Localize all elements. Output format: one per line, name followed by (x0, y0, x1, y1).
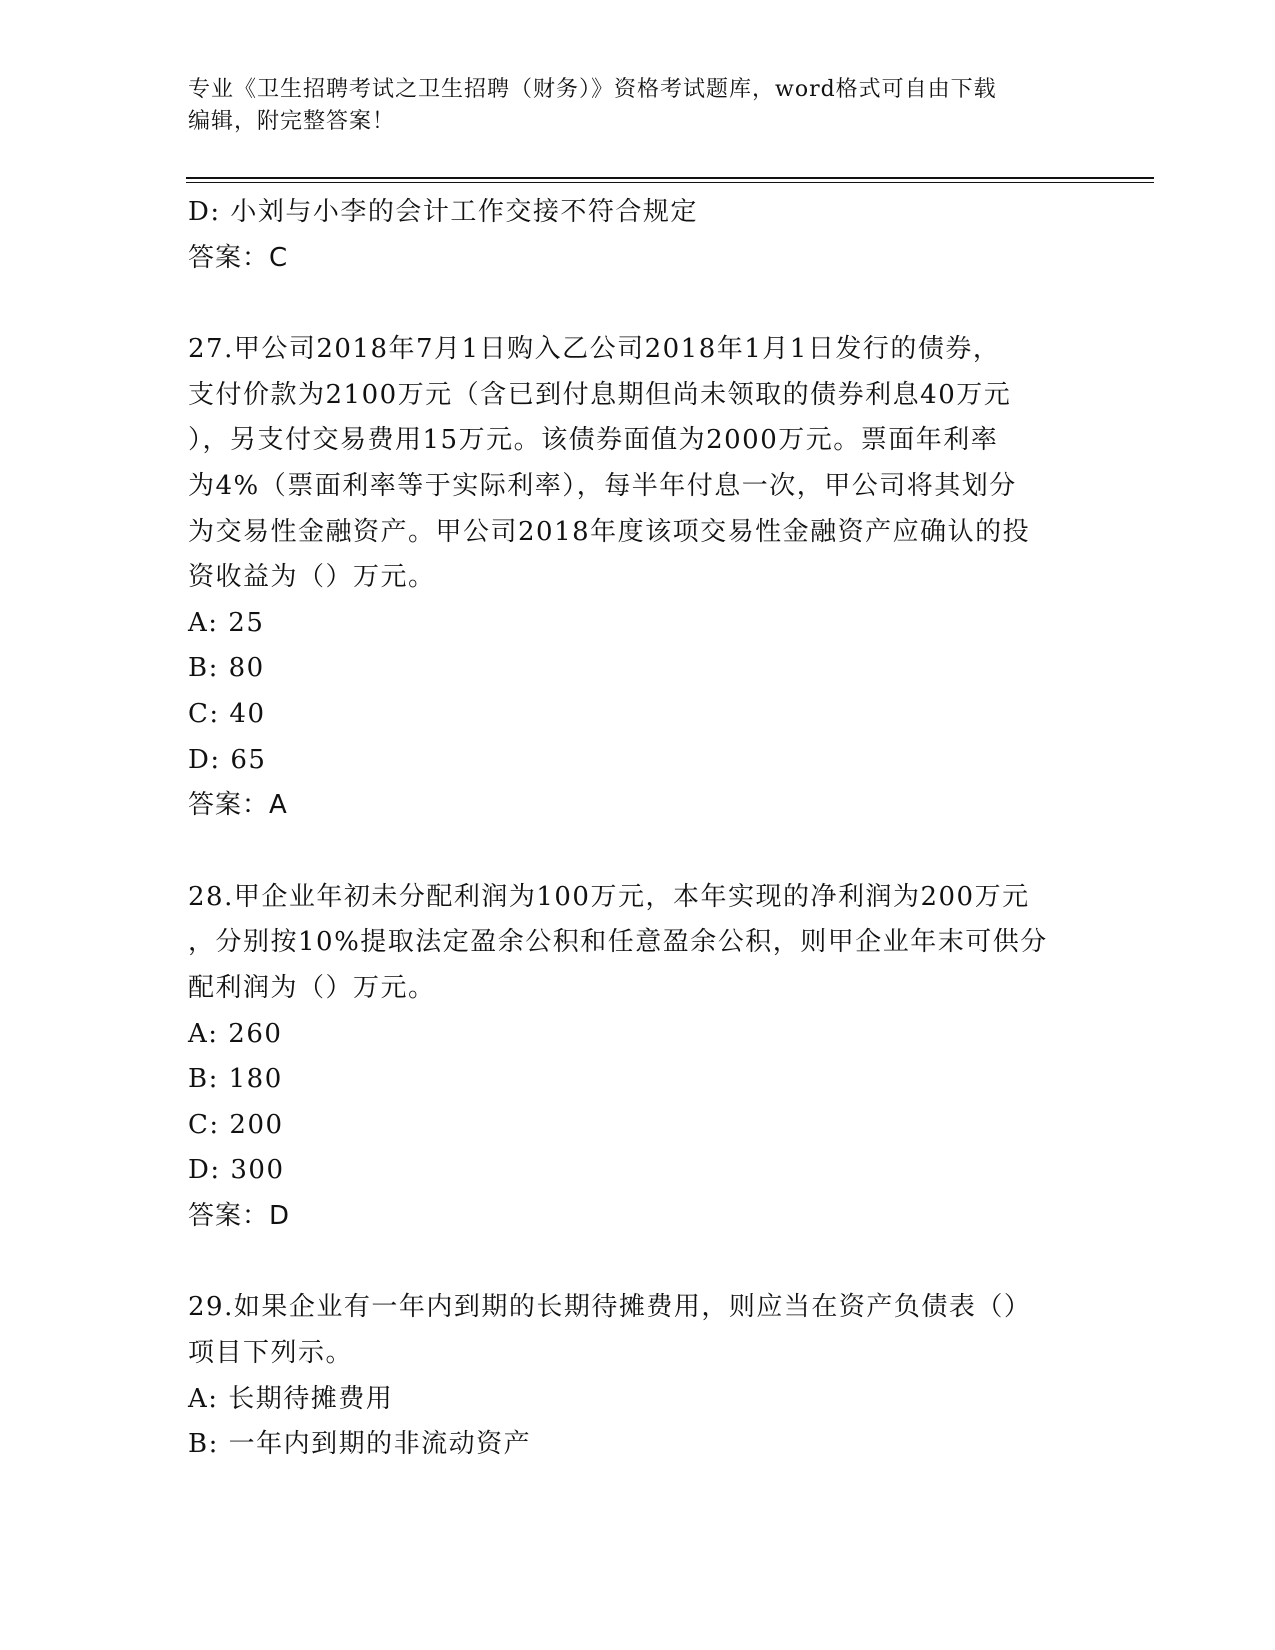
spacer (188, 1239, 1088, 1285)
question-text-line: 27.甲公司2018年7月1日购入乙公司2018年1月1日发行的债券， (188, 334, 1001, 365)
question-text-line: 配利润为（）万元。 (188, 972, 436, 1003)
answer-label: 答案：C (188, 242, 289, 273)
option-b: B: 80 (188, 653, 265, 684)
question-text-line: 28.甲企业年初未分配利润为100万元，本年实现的净利润为200万元 (188, 881, 1030, 912)
question-29 (188, 1285, 1088, 1467)
option-b: B: 一年内到期的非流动资产 (188, 1429, 532, 1460)
option-c: C: 40 (188, 698, 266, 729)
header-line-1: 专业《卫生招聘考试之卫生招聘（财务）》资格考试题库，word格式可自由下载 (188, 77, 997, 102)
question-text-line: ，分别按10%提取法定盈余公积和任意盈余公积，则甲企业年末可供分 (188, 927, 1048, 958)
option-c: C: 200 (188, 1109, 284, 1140)
question-28 (188, 875, 1088, 1240)
option-d: D: 小刘与小李的会计工作交接不符合规定 (188, 197, 698, 227)
question-text-line: ），另支付交易费用15万元。该债券面值为2000万元。票面年利率 (188, 425, 999, 456)
question-text-line: 支付价款为2100万元（含已到付息期但尚未领取的债券利息40万元 (188, 379, 1012, 410)
header-divider-thin (186, 182, 1154, 183)
option-a: A: 260 (188, 1018, 283, 1049)
answer-label: 答案：D (188, 1200, 291, 1231)
question-text-line: 29.如果企业有一年内到期的长期待摊费用，则应当在资产负债表（） (188, 1292, 1032, 1323)
option-b: B: 180 (188, 1064, 283, 1095)
spacer (188, 829, 1088, 875)
question-27 (188, 327, 1088, 829)
question-text-line: 为交易性金融资产。甲公司2018年度该项交易性金融资产应确认的投 (188, 516, 1031, 547)
header-divider-thick (186, 177, 1154, 179)
spacer (188, 281, 1088, 327)
question-text-line: 资收益为（）万元。 (188, 562, 436, 593)
question-text-line: 项目下列示。 (188, 1338, 354, 1369)
option-d: D: 65 (188, 744, 267, 775)
option-d: D: 300 (188, 1155, 285, 1186)
option-a: A: 长期待摊费用 (188, 1383, 394, 1414)
document-body (188, 190, 1088, 1468)
question-text-line: 为4%（票面利率等于实际利率），每半年付息一次，甲公司将其划分 (188, 470, 1017, 501)
question-26-tail (188, 190, 1088, 281)
answer-label: 答案：A (188, 790, 288, 821)
option-a: A: 25 (188, 607, 265, 638)
header-line-2: 编辑，附完整答案！ (188, 109, 396, 134)
document-header (188, 74, 1088, 138)
